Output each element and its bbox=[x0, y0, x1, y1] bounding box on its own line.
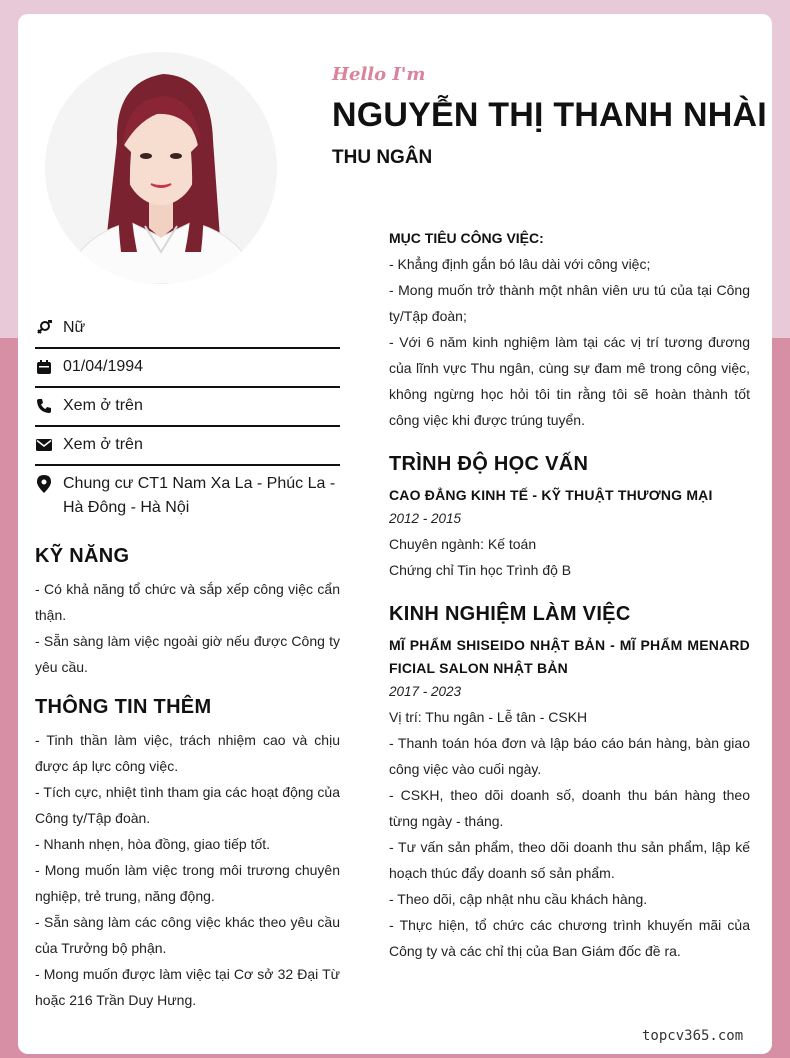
info-birthdate bbox=[35, 349, 340, 388]
watermark: topcv365.com bbox=[642, 1028, 744, 1044]
calendar-icon bbox=[35, 355, 53, 379]
education-heading: TRÌNH ĐỘ HỌC VẤN bbox=[389, 453, 589, 475]
skills-heading: KỸ NĂNG bbox=[35, 545, 130, 567]
additional-info-section bbox=[35, 696, 340, 1013]
phone-icon bbox=[35, 394, 53, 418]
experience-item: - Thực hiện, tổ chức các chương trình khuyến mãi của Công ty và các chỉ thị của Ban Giám đốc đề ra. bbox=[389, 917, 750, 959]
info-address bbox=[35, 466, 340, 527]
additional-item: - Sẵn sàng làm các công việc khác theo yêu cầu của Trưởng bộ phận. bbox=[35, 914, 340, 956]
skill-item: - Sẵn sàng làm việc ngoài giờ nếu được Công ty yêu cầu. bbox=[35, 633, 340, 675]
experience-item: - Theo dõi, cập nhật nhu cầu khách hàng. bbox=[389, 891, 648, 907]
info-gender-value: Nữ bbox=[63, 319, 86, 336]
experience-item: - Thanh toán hóa đơn và lập báo cáo bán hàng, bàn giao công việc vào cuối ngày. bbox=[389, 735, 750, 777]
experience-heading: KINH NGHIỆM LÀM VIỆC bbox=[389, 603, 631, 625]
personal-info-list bbox=[35, 310, 340, 527]
school-name: CAO ĐẲNG KINH TẾ - KỸ THUẬT THƯƠNG MẠI bbox=[389, 487, 713, 503]
cv-card bbox=[18, 14, 772, 1054]
email-icon bbox=[35, 433, 53, 457]
info-phone-value: Xem ở trên bbox=[63, 397, 143, 414]
education-line: Chứng chỉ Tin học Trình độ B bbox=[389, 562, 572, 578]
objective-item: - Với 6 năm kinh nghiệm làm tại các vị trí tương đương của lĩnh vực Thu ngân, cùng sự đam mê trong công việc, không ngừng học hỏi tôi tin rằng tôi sẽ hoàn thành tốt công việc khi được trúng tuyển. bbox=[389, 334, 750, 428]
info-address-value: Chung cư CT1 Nam Xa La - Phúc La - Hà Đông - Hà Nội bbox=[63, 475, 336, 516]
right-column bbox=[389, 228, 750, 964]
additional-item: - Tích cực, nhiệt tình tham gia các hoạt động của Công ty/Tập đoàn. bbox=[35, 784, 340, 826]
info-birthdate-value: 01/04/1994 bbox=[63, 358, 144, 375]
experience-item: - Tư vấn sản phẩm, theo dõi doanh thu sản phẩm, lập kế hoạch thúc đẩy doanh số sản phẩm. bbox=[389, 839, 750, 881]
company-name: MĨ PHẨM SHISEIDO NHẬT BẢN - MĨ PHẨM MENARD FICIAL SALON NHẬT BẢN bbox=[389, 637, 750, 676]
experience-position: Vị trí: Thu ngân - Lễ tân - CSKH bbox=[389, 709, 588, 725]
info-email bbox=[35, 427, 340, 466]
gender-icon bbox=[35, 316, 53, 340]
additional-item: - Mong muốn làm việc trong môi trương chuyên nghiệp, trẻ trung, năng động. bbox=[35, 862, 340, 904]
location-pin-icon bbox=[35, 472, 53, 496]
additional-item: - Tinh thần làm việc, trách nhiệm cao và chịu được áp lực công việc. bbox=[35, 732, 340, 774]
job-title: THU NGÂN bbox=[332, 147, 433, 168]
profile-photo bbox=[45, 52, 277, 284]
info-phone bbox=[35, 388, 340, 427]
info-gender bbox=[35, 310, 340, 349]
experience-item: - CSKH, theo dõi doanh số, doanh thu bán hàng theo từng ngày - tháng. bbox=[389, 787, 750, 829]
left-column bbox=[35, 310, 340, 1013]
skills-section bbox=[35, 545, 340, 680]
additional-item: - Mong muốn được làm việc tại Cơ sở 32 Đại Từ hoặc 216 Trần Duy Hưng. bbox=[35, 966, 340, 1008]
objective-item: - Mong muốn trở thành một nhân viên ưu tú của tại Công ty/Tập đoàn; bbox=[389, 282, 750, 324]
info-email-value: Xem ở trên bbox=[63, 436, 143, 453]
hello-greeting: Hello I'm bbox=[332, 64, 426, 85]
objective-item: - Khẳng định gắn bó lâu dài với công việc; bbox=[389, 256, 651, 272]
education-line: Chuyên ngành: Kế toán bbox=[389, 536, 537, 552]
education-period: 2012 - 2015 bbox=[389, 511, 462, 526]
objective-section bbox=[389, 228, 750, 433]
education-section bbox=[389, 453, 750, 583]
additional-info-heading: THÔNG TIN THÊM bbox=[35, 696, 212, 718]
experience-section bbox=[389, 603, 750, 964]
skill-item: - Có khả năng tổ chức và sắp xếp công việc cẩn thận. bbox=[35, 581, 340, 623]
candidate-name: NGUYỄN THỊ THANH NHÀI bbox=[332, 96, 767, 134]
experience-period: 2017 - 2023 bbox=[389, 684, 462, 699]
additional-item: - Nhanh nhẹn, hòa đồng, giao tiếp tốt. bbox=[35, 836, 271, 852]
objective-heading: MỤC TIÊU CÔNG VIỆC: bbox=[389, 230, 544, 246]
